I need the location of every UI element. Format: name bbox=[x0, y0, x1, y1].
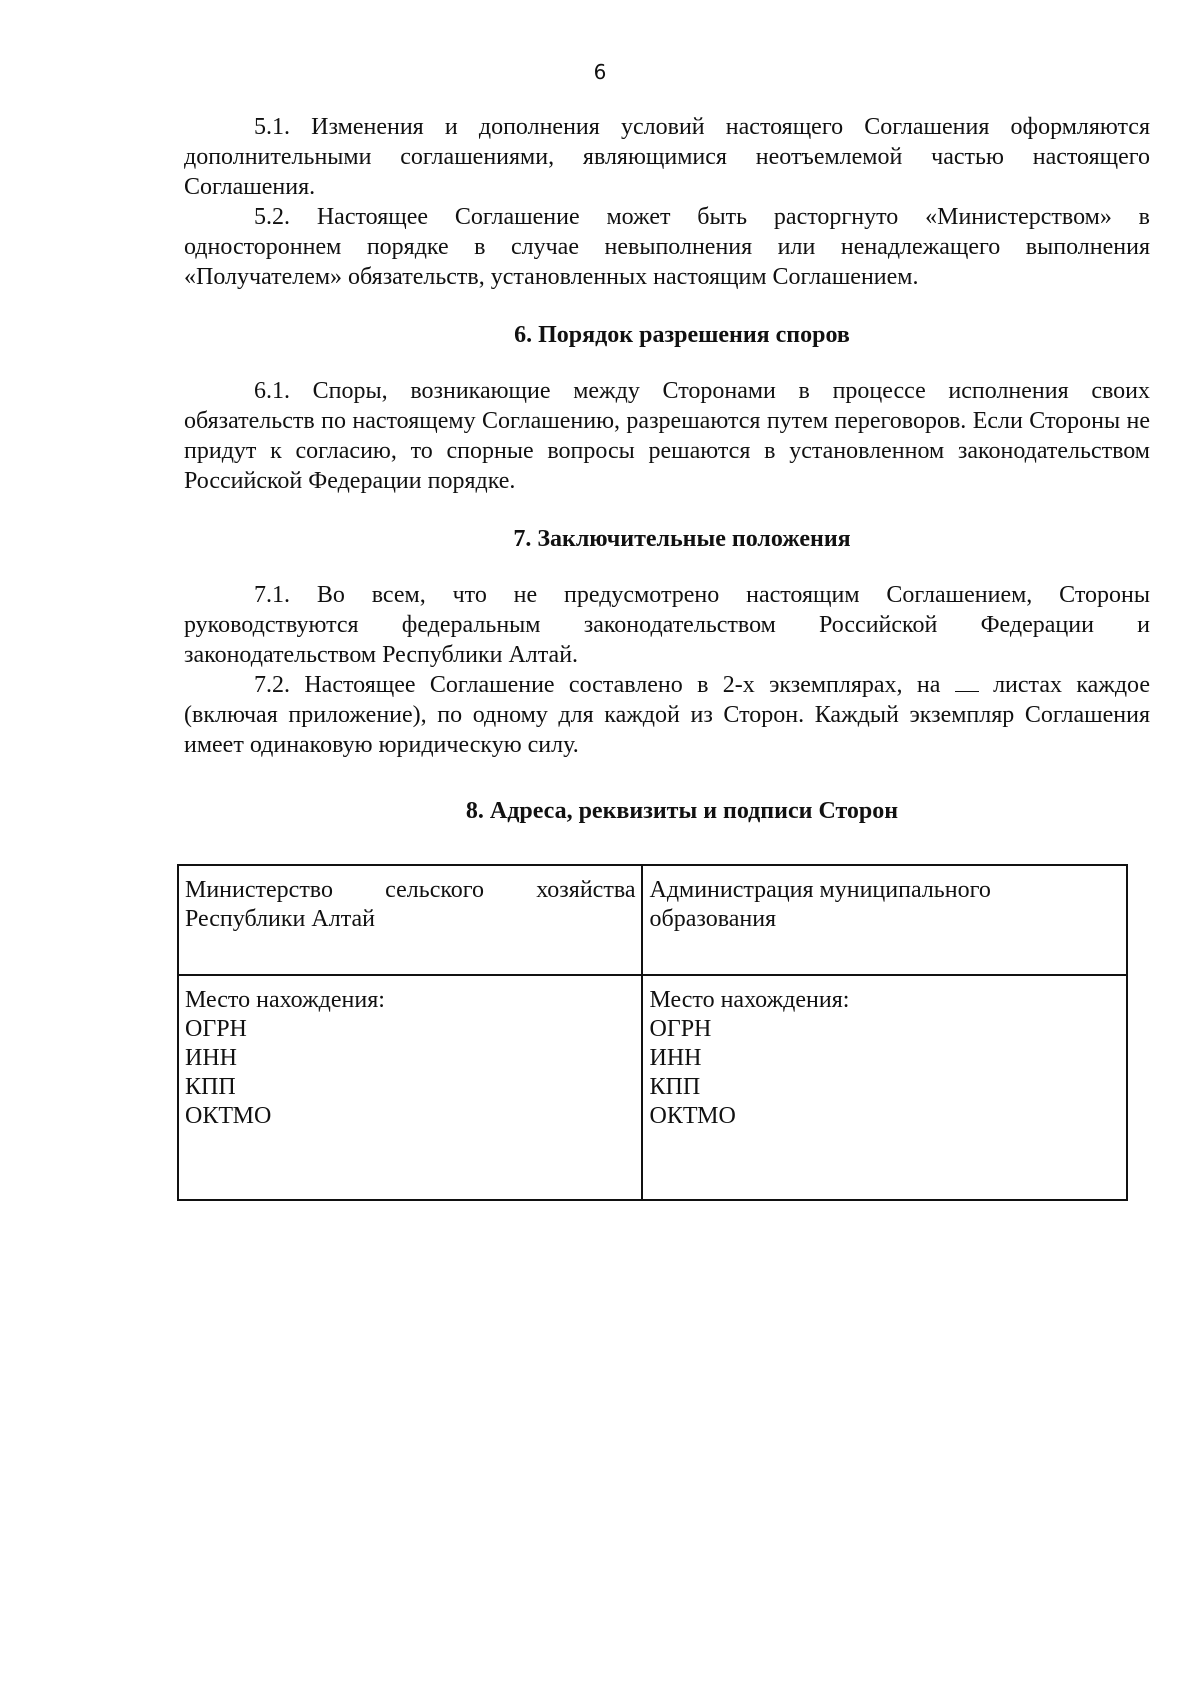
left-oktmo-label: ОКТМО bbox=[185, 1103, 272, 1129]
clause-6-1: 6.1. Споры, возникающие между Сторонами в процессе исполнения своих обязательств по настоящему Соглашению, разрешаются путем переговоров. Если Стороны не придут к согласию, то спорные вопросы решаются в установленном законодательством Российской Федерации порядке. bbox=[184, 378, 1150, 494]
left-kpp-label: КПП bbox=[185, 1074, 236, 1100]
clause-5-1: 5.1. Изменения и дополнения условий настоящего Соглашения оформляются дополнительными соглашениями, являющимися неотъемлемой частью настоящего Соглашения. bbox=[184, 114, 1150, 200]
party-left-name: Министерство сельского хозяйства Республики Алтай bbox=[185, 877, 636, 932]
parties-table bbox=[177, 864, 1128, 1201]
clause-7-2 bbox=[184, 670, 1150, 760]
right-location-label: Место нахождения: bbox=[649, 987, 850, 1013]
section-6-title: 6. Порядок разрешения споров bbox=[514, 322, 850, 348]
party-requisites-row bbox=[178, 975, 1127, 1200]
right-kpp-label: КПП bbox=[649, 1074, 701, 1100]
left-location-label: Место нахождения: bbox=[185, 987, 385, 1013]
party-left-name-cell bbox=[178, 865, 642, 975]
page-number: 6 bbox=[593, 60, 607, 84]
right-oktmo-label: ОКТМО bbox=[649, 1103, 736, 1129]
clause-7-1: 7.1. Во всем, что не предусмотрено настоящим Соглашением, Стороны руководствуются федеральным законодательством Российской Федерации и законодательством Республики Алтай. bbox=[184, 582, 1150, 668]
left-inn-label: ИНН bbox=[185, 1045, 237, 1071]
party-left-requisites bbox=[178, 975, 642, 1200]
sheet-count-blank bbox=[955, 673, 979, 692]
party-right-name-line2: образования bbox=[649, 906, 777, 932]
right-inn-label: ИНН bbox=[649, 1045, 702, 1071]
party-right-requisites bbox=[642, 975, 1127, 1200]
party-right-name-cell bbox=[642, 865, 1127, 975]
section-7-title: 7. Заключительные положения bbox=[513, 526, 851, 552]
clause-7-2-end: листах каждое (включая приложение), по одному для каждой из Сторон. Каждый экземпляр Соглашения имеет одинаковую юридическую силу. bbox=[184, 672, 1151, 758]
section-8-title: 8. Адреса, реквизиты и подписи Сторон bbox=[465, 798, 899, 824]
clause-5-2: 5.2. Настоящее Соглашение может быть расторгнуто «Министерством» в одностороннем порядке в случае невыполнения или ненадлежащего выполнения «Получателем» обязательств, установленных настоящим Соглашением. bbox=[184, 204, 1150, 290]
party-right-name-line1: Администрация муниципального bbox=[649, 877, 991, 903]
document-body bbox=[184, 112, 1150, 826]
right-ogrn-label: ОГРН bbox=[649, 1016, 712, 1042]
left-ogrn-label: ОГРН bbox=[185, 1016, 247, 1042]
clause-7-2-start: 7.2. Настоящее Соглашение составлено в 2-х экземплярах, на bbox=[254, 672, 955, 698]
party-names-row bbox=[178, 865, 1127, 975]
